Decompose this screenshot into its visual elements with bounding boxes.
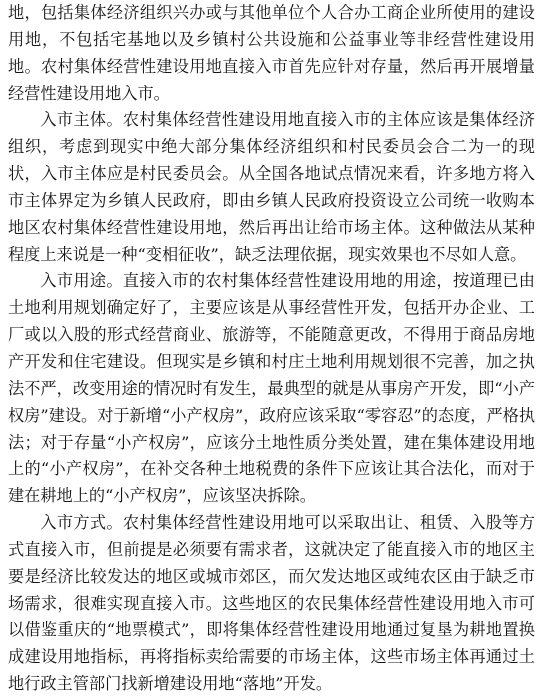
paragraph-market-entry-method: 入市方式。农村集体经营性建设用地可以采取出让、租赁、入股等方式直接入市，但前提是必须要有需求者，这就决定了能直接入市的地区主要是经济比较发达的地区或城市郊区，而欠发达地区或纯农区由于缺乏市场需求，很难实现直接入市。这些地区的农民集体经营性建设用地入市可以借鉴重庆的“地票模式”，即将集体经营性建设用地通过复垦为耕地置换成建设用地指标，再将指标卖给需要的市场主体，这些市场主体再通过土地行政主管部门找新增建设用地“落地”开发。 [8, 513, 535, 694]
paragraph-intro-continuation: 地，包括集体经济组织兴办或与其他单位个人合办工商企业所使用的建设用地，不包括宅基地以及乡镇村公共设施和公益事业等非经营性建设用地。农村集体经营性建设用地直接入市首先应针对存量，然后再开展增量经营性建设用地入市。 [8, 3, 535, 103]
paragraph-market-entry-subject: 入市主体。农村集体经营性建设用地直接入市的主体应该是集体经济组织，考虑到现实中绝大部分集体经济组织和村民委员会合二为一的现状，入市主体应是村民委员会。从全国各地试点情况来看，许多地方将入市主体界定为乡镇人民政府，即由乡镇人民政府投资设立公司统一收购本地区农村集体经营性建设用地，然后再出让给市场主体。这种做法从某种程度上来说是一种“变相征收”，缺乏法理依据，现实效果也不尽如人意。 [8, 110, 535, 264]
paragraph-market-entry-use: 入市用途。直接入市的农村集体经营性建设用地的用途，按道理已由土地利用规划确定好了，主要应该是从事经营性开发，包括开办企业、工厂或以入股的形式经营商业、旅游等，不能随意更改，不得用于商品房地产开发和住宅建设。但现实是乡镇和村庄土地利用规划很不完善，加之执法不严，改变用途的情况时有发生，最典型的就是从事房产开发，即“小产权房”建设。对于新增“小产权房”，政府应该采取“零容忍”的态度，严格执法；对于存量“小产权房”，应该分土地性质分类处置，建在集体建设用地上的“小产权房”，在补交各种土地税费的条件下应该让其合法化，而对于建在耕地上的“小产权房”，应该坚决拆除。 [8, 271, 536, 506]
